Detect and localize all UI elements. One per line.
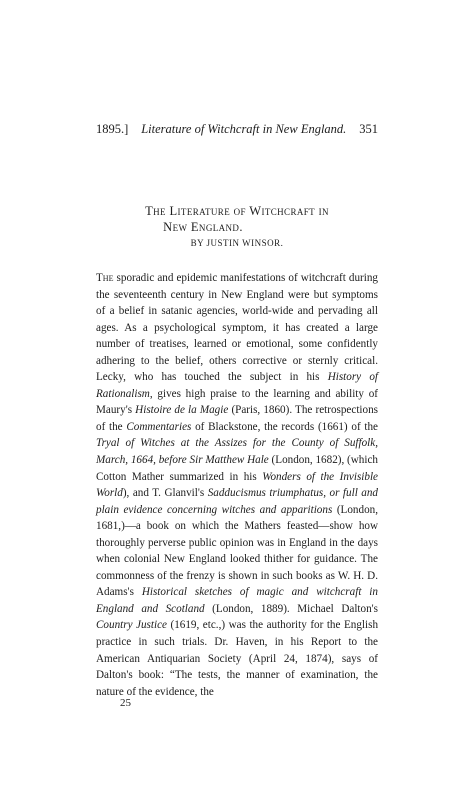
running-head-title: Literature of Witchcraft in New England. (141, 122, 347, 136)
text-run: , gives high praise to the learning and ability of Maury's (96, 387, 378, 417)
book-title: Country Justice (96, 619, 167, 632)
page-number: 351 (359, 122, 378, 136)
book-title: Sadducismus triumphatus, or full and plain evidence concerning witches and apparitions (96, 487, 378, 516)
article-title-line-2: New England. (163, 220, 243, 234)
text-run: (London, 1681,)—a book on which the Mathers feasted—show how thoroughly perverse public opinion was in England in the days when colonial New England looked thither for guidance. The commonness of the frenzy is shown in such books as W. H. D. Adams's (96, 503, 378, 599)
text-run: (London, 1682), (which Cotton Mather summarized in his (96, 454, 378, 483)
paragraph (96, 270, 378, 700)
book-title: Histoire de la Magie (135, 404, 229, 417)
book-title: Commentaries (126, 420, 192, 433)
signature-mark: 25 (120, 697, 131, 709)
article-title-line-1: The Literature of Witchcraft in (145, 204, 329, 218)
book-title: History of Rationalism (96, 371, 378, 400)
book-title: Historical sketches of magic and witchcraft in England and Scotland (96, 586, 378, 615)
text-run: of Blackstone, the records (1661) of the (191, 420, 378, 433)
text-run: (London, 1889). Michael Dalton's (204, 602, 378, 615)
running-head-date: 1895.] (96, 122, 129, 136)
text-run: ), and T. Glanvil's (122, 487, 208, 500)
body-text (96, 270, 378, 700)
book-title: Wonders of the Invisible World (96, 470, 378, 500)
opening-word: The (96, 272, 114, 284)
text-run: sporadic and epidemic manifestations of witchcraft during the seventeenth century in New England were but symptoms of a belief in satanic agencies, world-wide and pervading all ages. As a psychological symptom, it has created a large number of treatises, learned or emotional, some confidently adhering to the belief, others corrective or sternly critical. Lecky, who has touched the subject in his (96, 272, 378, 384)
text-run: (Paris, 1860). The retrospections of the (96, 404, 378, 433)
text-run: (1619, etc.,) was the authority for the English practice in such trials. Dr. Haven, in his Report to the American Antiquarian Society (April 24, 1874), says of Dalton's book: “The tests, the manner of examination, the nature of the evidence, the (96, 619, 379, 698)
running-head (96, 122, 378, 136)
article-title (96, 203, 378, 235)
book-title: Tryal of Witches at the Assizes for the County of Suffolk, March, 1664, before Sir Matthew Hale (96, 437, 378, 467)
byline: BY JUSTIN WINSOR. (190, 238, 284, 248)
